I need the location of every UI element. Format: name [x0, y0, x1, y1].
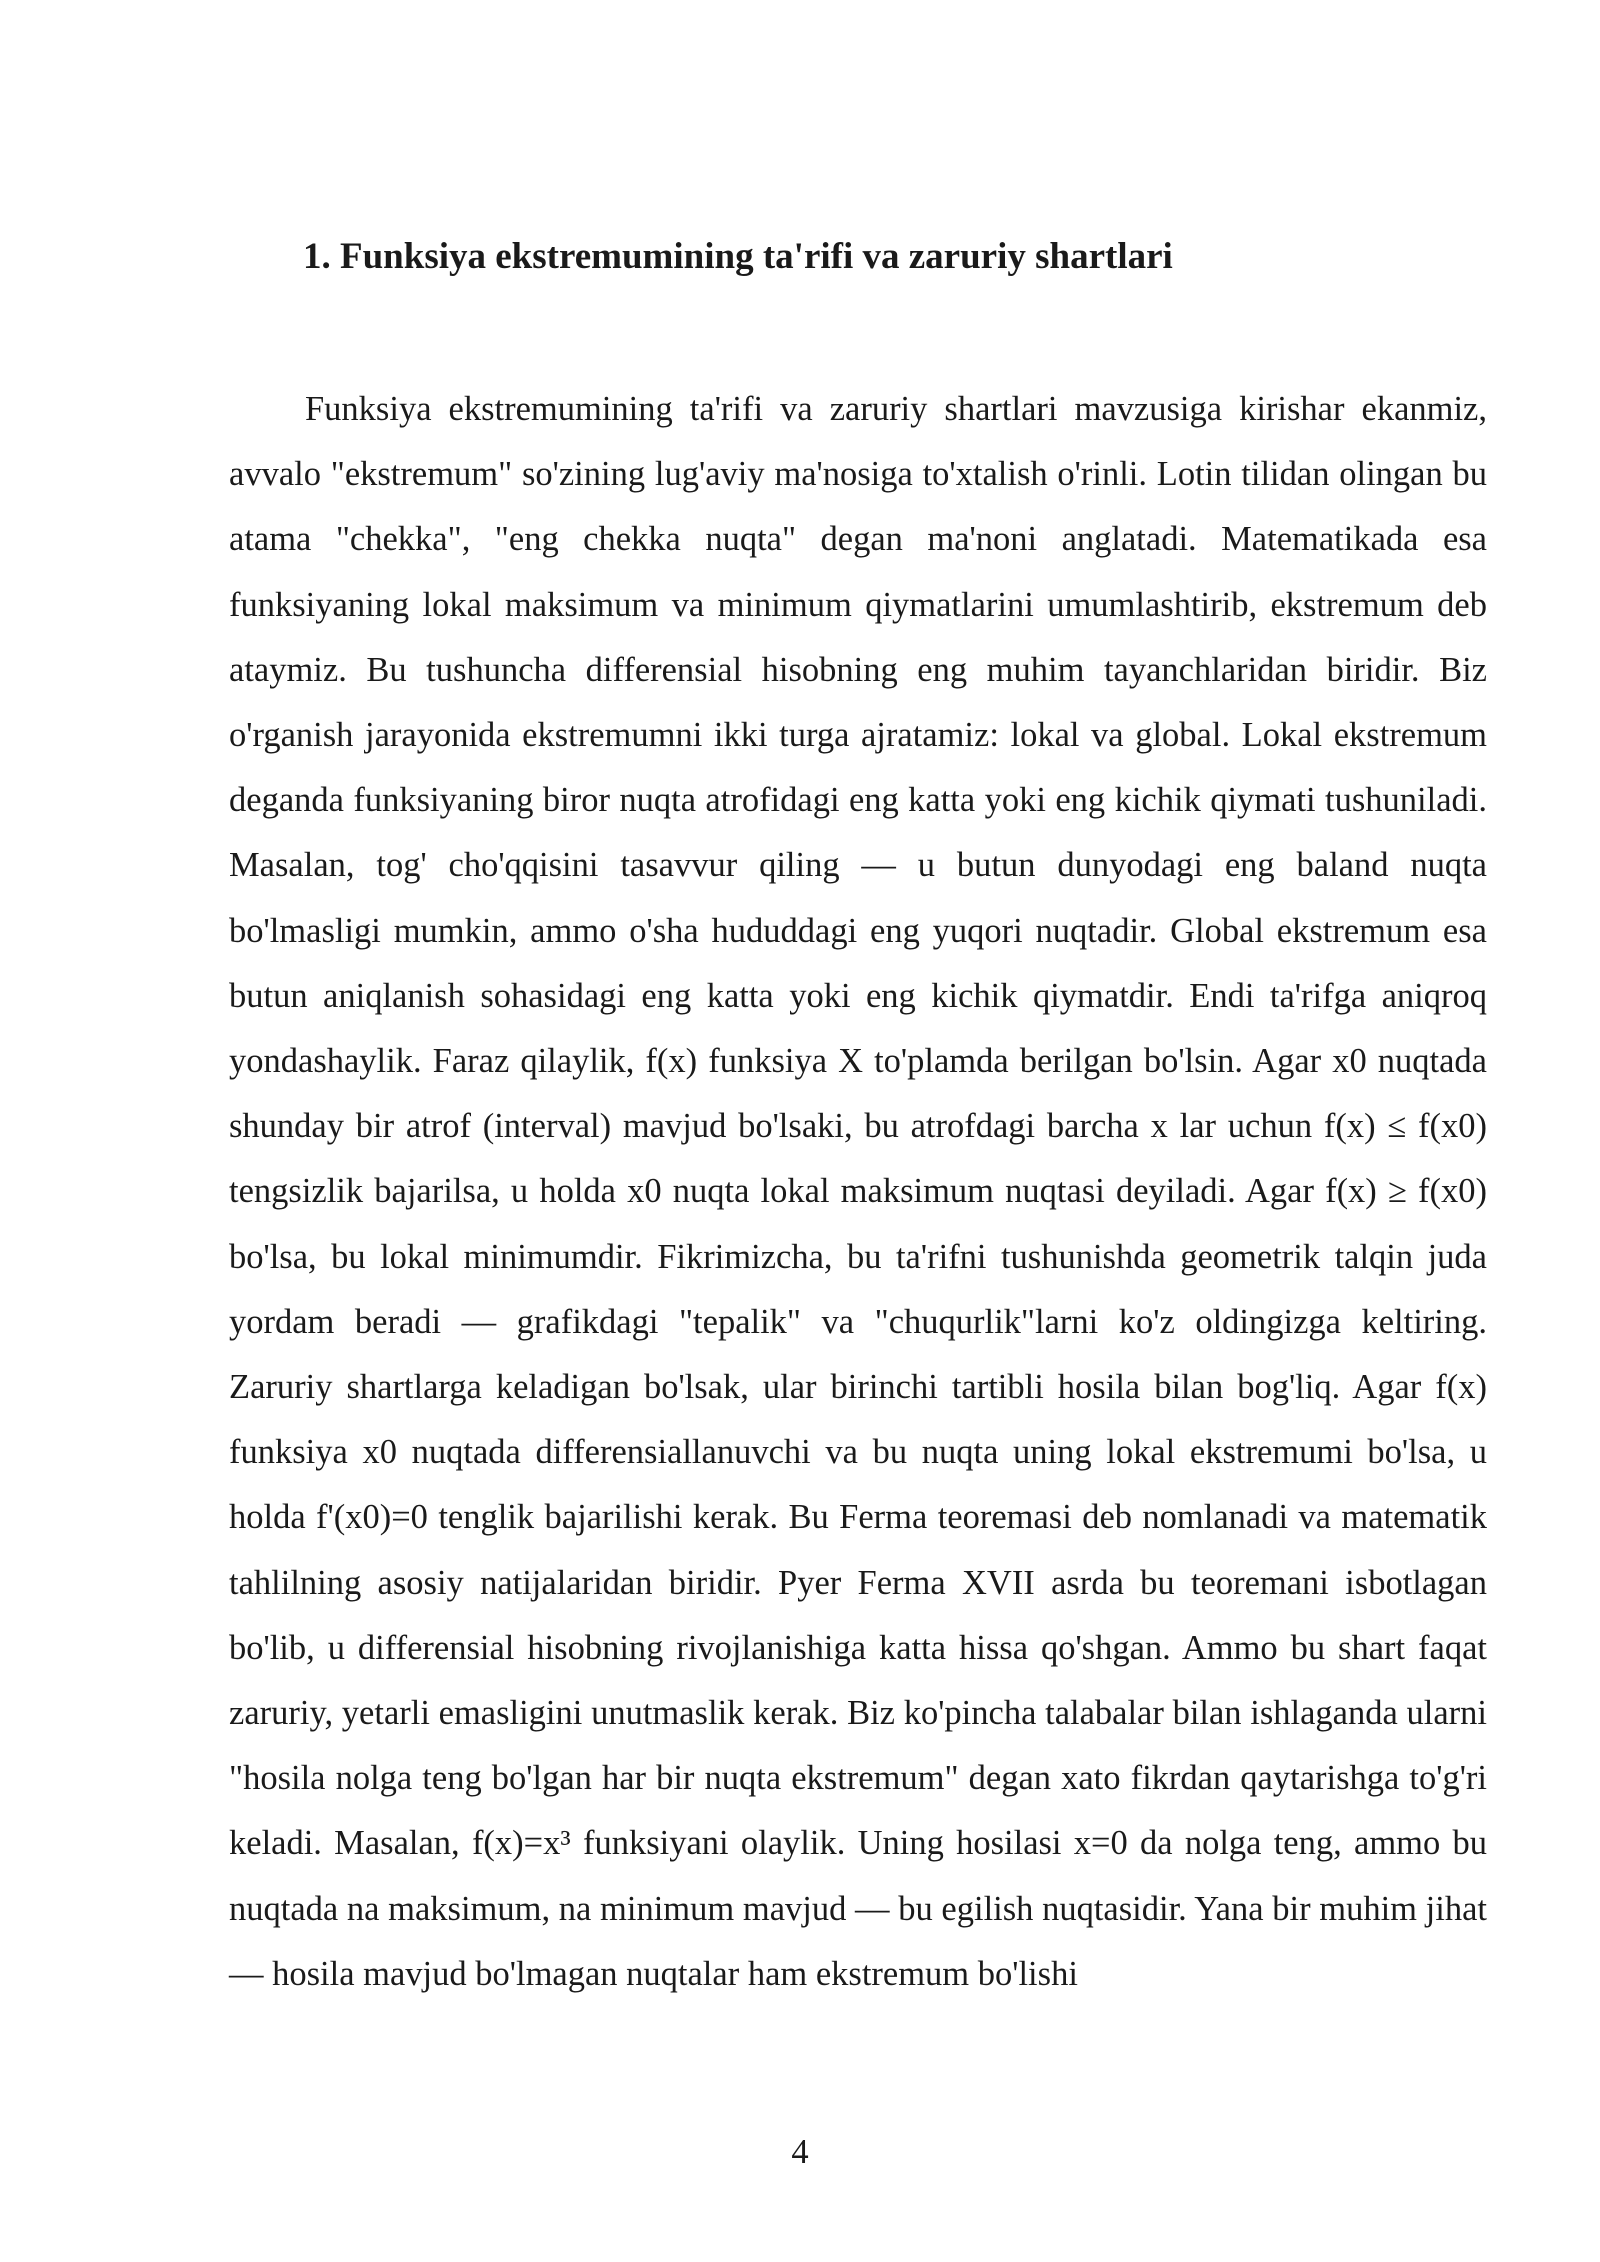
section-heading: 1. Funksiya ekstremumining ta'rifi va zaruriy shartlari [303, 236, 1173, 277]
body-paragraph: Funksiya ekstremumining ta'rifi va zaruriy shartlari mavzusiga kirishar ekanmiz, avvalo "ekstremum" so'zining lug'aviy ma'nosiga to'xtalish o'rinli. Lotin tilidan olingan bu atama "chekka", "eng chekka nuqta" degan ma'noni anglatadi. Matematikada esa funksiyaning lokal maksimum va minimum qiymatlarini umumlashtirib, ekstremum deb ataymiz. Bu tushuncha differensial hisobning eng muhim tayanchlaridan biridir. Biz o'rganish jarayonida ekstremumni ikki turga ajratamiz: lokal va global. Lokal ekstremum deganda funksiyaning biror nuqta atrofidagi eng katta yoki eng kichik qiymati tushuniladi. Masalan, tog' cho'qqisini tasavvur qiling — u butun dunyodagi eng baland nuqta bo'lmasligi mumkin, ammo o'sha hududdagi eng yuqori nuqtadir. Global ekstremum esa butun aniqlanish sohasidagi eng katta yoki eng kichik qiymatdir. Endi ta'rifga aniqroq yondashaylik. Faraz qilaylik, f(x) funksiya X to'plamda berilgan bo'lsin. Agar x0 nuqtada shunday bir atrof (interval) mavjud bo'lsaki, bu atrofdagi barcha x lar uchun f(x) ≤ f(x0) tengsizlik bajarilsa, u holda x0 nuqta lokal maksimum nuqtasi deyiladi. Agar f(x) ≥ f(x0) bo'lsa, bu lokal minimumdir. Fikrimizcha, bu ta'rifni tushunishda geometrik talqin juda yordam beradi — grafikdagi "tepalik" va "chuqurlik"larni ko'z oldingizga keltiring. Zaruriy shartlarga keladigan bo'lsak, ular birinchi tartibli hosila bilan bog'liq. Agar f(x) funksiya x0 nuqtada differensiallanuvchi va bu nuqta uning lokal ekstremumi bo'lsa, u holda f'(x0)=0 tenglik bajarilishi kerak. Bu Ferma teoremasi deb nomlanadi va matematik tahlilning asosiy natijalaridan biridir. Pyer Ferma XVII asrda bu teoremani isbotlagan bo'lib, u differensial hisobning rivojlanishiga katta hissa qo'shgan. Ammo bu shart faqat zaruriy, yetarli emasligini unutmaslik kerak. Biz ko'pincha talabalar bilan ishlaganda ularni "hosila nolga teng bo'lgan har bir nuqta ekstremum" degan xato fikrdan qaytarishga to'g'ri keladi. Masalan, f(x)=x³ funksiyani olaylik. Uning hosilasi x=0 da nolga teng, ammo bu nuqtada na maksimum, na minimum mavjud — bu egilish nuqtasidir. Yana bir muhim jihat — hosila mavjud bo'lmagan nuqtalar ham ekstremum bo'lishi [229, 390, 1487, 1993]
page-number: 4 [791, 2133, 809, 2171]
